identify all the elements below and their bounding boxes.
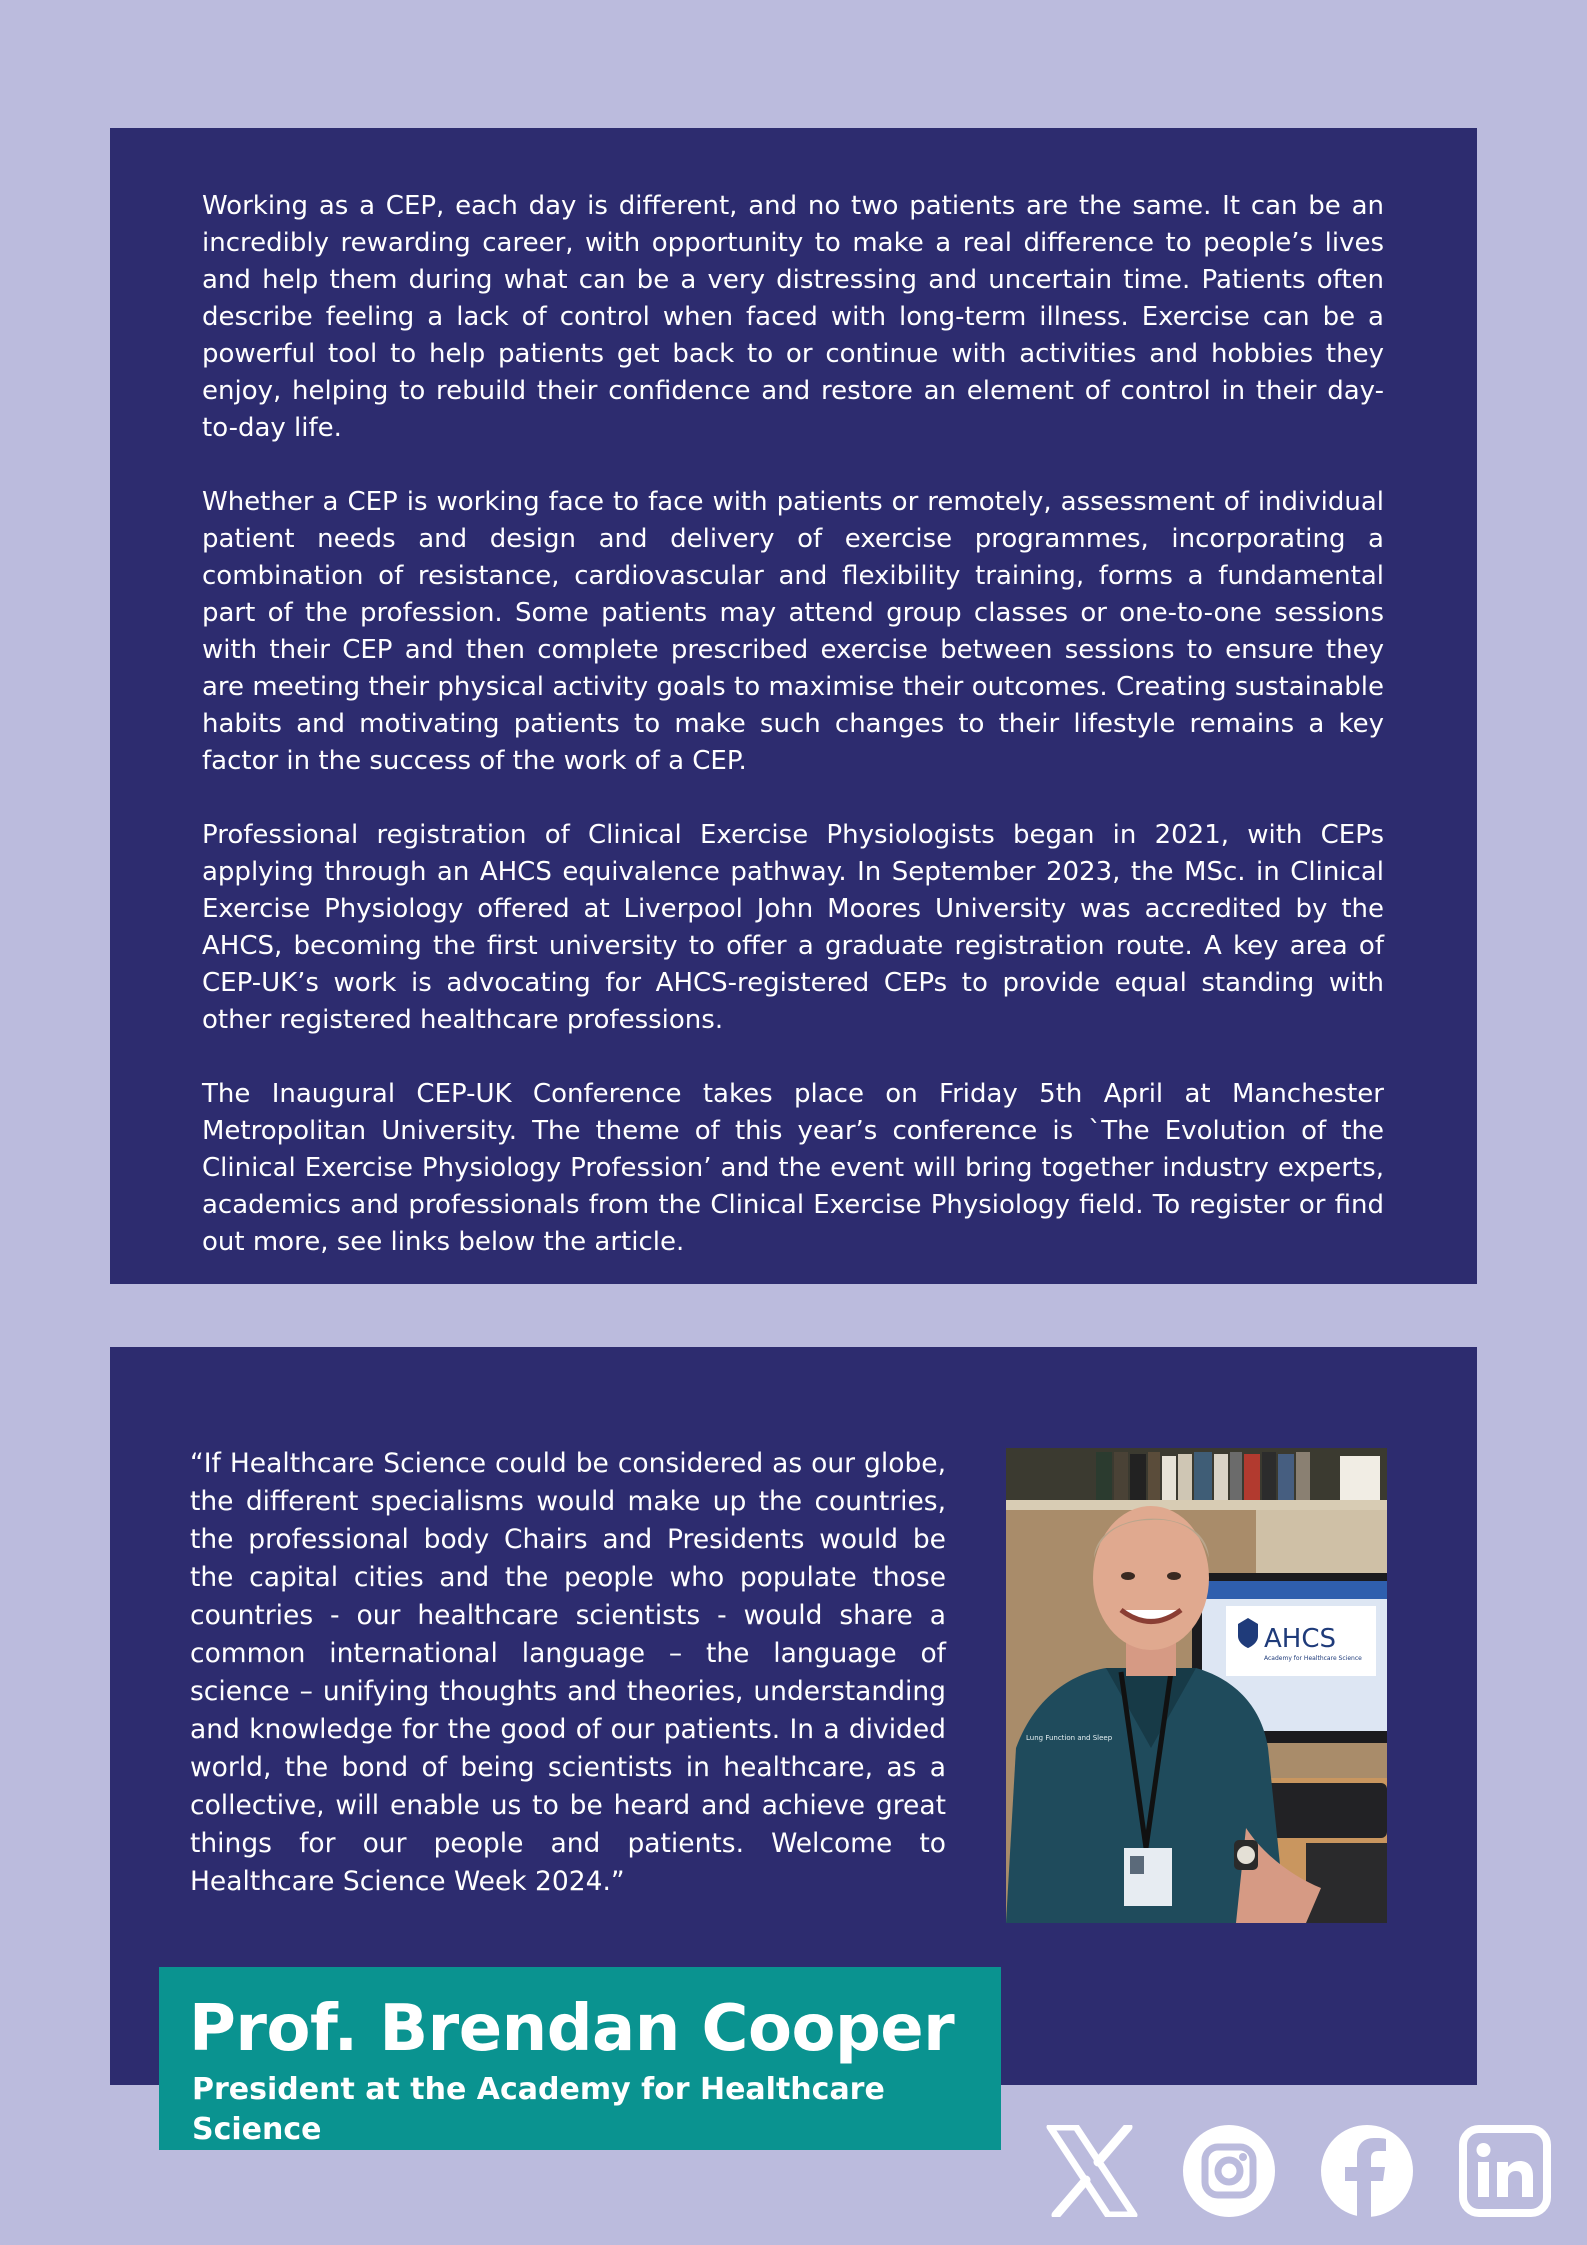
x-icon (1046, 2125, 1138, 2217)
article-paragraph-1: Working as a CEP, each day is different, and no two patients are the same. It can be an incredibly rewarding career, with opportunity to make a real difference to people’s lives and help them during what can be a very distressing and uncertain time. Patients often describe feeling a lack of control when faced with long-term illness. Exercise can be a powerful tool to help patients get back to or continue with activities and hobbies they enjoy, helping to rebuild their confidence and restore an element of control in their day-to-day life. (202, 191, 1384, 443)
speaker-name: Prof. Brendan Cooper (189, 1992, 955, 2066)
scrub-text: Lung Function and Sleep (1026, 1734, 1113, 1742)
screen-logo: AHCS (1264, 1624, 1336, 1654)
article-panel (110, 128, 1477, 1284)
speaker-photo (1006, 1448, 1387, 1923)
linkedin-icon (1459, 2125, 1551, 2217)
speaker-role: President at the Academy for Healthcare Science (192, 2072, 885, 2147)
screen-tagline: Academy for Healthcare Science (1264, 1655, 1362, 1662)
instagram-icon (1183, 2125, 1275, 2217)
facebook-link[interactable] (1321, 2125, 1413, 2217)
quote-text: “If Healthcare Science could be considered as our globe, the different specialisms would make up the countries, the professional body Chairs and Presidents would be the capital cities and the people who populate those countries - our healthcare scientists - would share a common international language – the language of science – unifying thoughts and theories, understanding and knowledge for the good of our patients. In a divided world, the bond of being scientists in healthcare, as a collective, will enable us to be heard and achieve great things for our people and patients. Welcome to Healthcare Science Week 2024.” (190, 1448, 946, 1897)
facebook-icon (1321, 2125, 1413, 2217)
speaker-name-card (159, 1967, 1001, 2150)
instagram-link[interactable] (1183, 2125, 1275, 2217)
x-link[interactable] (1046, 2125, 1138, 2217)
article-paragraph-4: The Inaugural CEP-UK Conference takes place on Friday 5th April at Manchester Metropolitan University. The theme of this year’s conference is `The Evolution of the Clinical Exercise Physiology Profession’ and the event will bring together industry experts, academics and professionals from the Clinical Exercise Physiology field. To register or find out more, see links below the article. (202, 1079, 1384, 1257)
article-body (202, 188, 1384, 1298)
linkedin-link[interactable] (1459, 2125, 1551, 2217)
article-paragraph-3: Professional registration of Clinical Exercise Physiologists began in 2021, with CEPs applying through an AHCS equivalence pathway. In September 2023, the MSc. in Clinical Exercise Physiology offered at Liverpool John Moores University was accredited by the AHCS, becoming the first university to offer a graduate registration route. A key area of CEP-UK’s work is advocating for AHCS-registered CEPs to provide equal standing with other registered healthcare professions. (202, 820, 1384, 1035)
article-paragraph-2: Whether a CEP is working face to face with patients or remotely, assessment of individual patient needs and design and delivery of exercise programmes, incorporating a combination of resistance, cardiovascular and flexibility training, forms a fundamental part of the profession. Some patients may attend group classes or one-to-one sessions with their CEP and then complete prescribed exercise between sessions to ensure they are meeting their physical activity goals to maximise their outcomes. Creating sustainable habits and motivating patients to make such changes to their lifestyle remains a key factor in the success of the work of a CEP. (202, 487, 1384, 776)
